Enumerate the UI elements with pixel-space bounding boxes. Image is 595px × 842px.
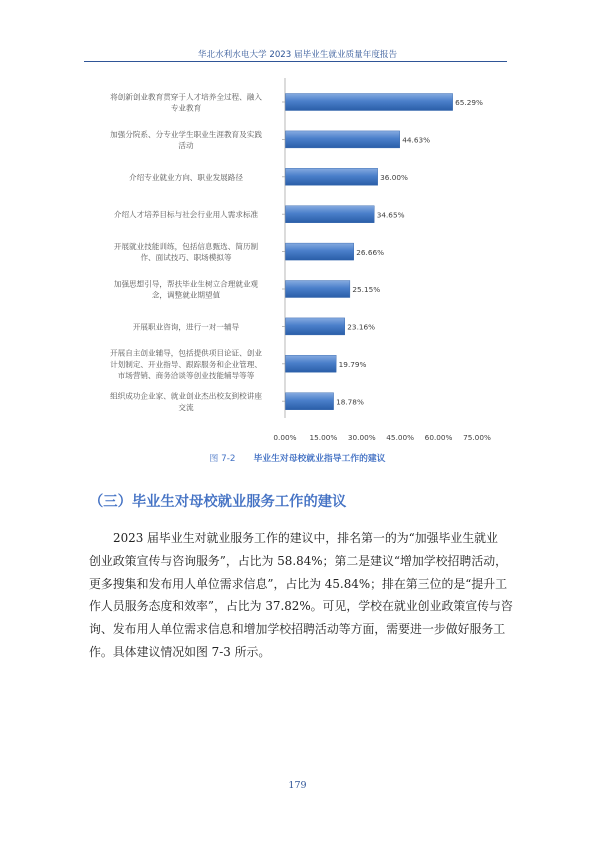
bar: [286, 206, 375, 223]
body-paragraph: [89, 527, 513, 664]
x-tick-label: 30.00%: [347, 433, 376, 442]
bar: [286, 168, 378, 185]
category-label: 作、面试技巧、职场模拟等: [140, 253, 232, 263]
data-label: 18.78%: [336, 397, 364, 407]
body-line: 作。具体建议情况如图 7-3 所示。: [89, 644, 271, 659]
figure-title: 毕业生对母校就业指导工作的建议: [253, 454, 386, 464]
category-label: 将创新创业教育贯穿于人才培养全过程、融入: [110, 92, 262, 102]
data-label: 44.63%: [402, 135, 431, 145]
category-label: 活动: [178, 141, 194, 150]
page-header: 华北水利水电大学 2023 届毕业生就业质量年度报告: [197, 50, 398, 60]
data-label: 34.65%: [376, 210, 405, 220]
body-line: 作人员服务态度和效率”，占比为 37.82%。可见，学校在就业创业政策宣传与咨: [89, 599, 513, 614]
bar: [286, 318, 345, 335]
bar: [286, 393, 334, 410]
category-label: 念，调整就业期望值: [151, 290, 221, 300]
x-tick-label: 15.00%: [309, 433, 338, 442]
body-line: 创业政策宣传与咨询服务”，占比为 58.84%；第二是建议“增加学校招聘活动，: [89, 553, 507, 568]
category-label: 市场营销、商务洽谈等创业技能辅导等等: [117, 371, 255, 380]
data-label: 26.66%: [356, 247, 385, 257]
category-label: 开展自主创业辅导，包括提供项目论证、创业: [110, 348, 262, 358]
figure-caption: [0, 451, 595, 464]
category-label: 组织成功企业家、就业创业杰出校友到校讲座: [110, 391, 262, 401]
bar: [286, 131, 400, 148]
data-label: 23.16%: [347, 322, 376, 332]
bar: [286, 281, 350, 298]
bar: [286, 355, 337, 372]
bar: [286, 243, 354, 260]
body-line: 2023 届毕业生对就业服务工作的建议中，排名第一的为“加强毕业生就业: [113, 531, 498, 545]
data-label: 65.29%: [455, 98, 483, 108]
x-tick-label: 45.00%: [386, 433, 415, 442]
category-label: 介绍专业就业方向、职业发展路径: [129, 172, 243, 182]
category-label: 加强思想引导，帮扶毕业生树立合理就业观: [113, 279, 259, 289]
category-label: 开展就业技能训练，包括信息甄选、简历制: [113, 242, 259, 251]
x-tick-label: 60.00%: [424, 433, 453, 442]
page-number: 179: [288, 780, 307, 791]
data-label: 25.15%: [352, 285, 381, 295]
category-label: 加强分院系、分专业学生职业生涯教育及实践: [110, 129, 262, 139]
body-line: 询、发布用人单位需求信息和增加学校招聘活动等方面，需要进一步做好服务工: [89, 622, 506, 637]
section-title: （三）毕业生对母校就业服务工作的建议: [89, 494, 347, 510]
bar: [286, 94, 453, 111]
category-label: 介绍人才培养目标与社会行业用人需求标准: [113, 210, 259, 220]
x-tick-label: 75.00%: [463, 433, 491, 442]
category-label: 开展职业咨询，进行一对一辅导: [132, 322, 240, 332]
x-tick-label: 0.00%: [273, 433, 297, 442]
body-line: 更多搜集和发布用人单位需求信息”，占比为 45.84%；排在第三位的是“提升工: [89, 576, 507, 591]
data-label: 36.00%: [380, 173, 408, 182]
category-label: 计划制定、开业指导、跟踪服务和企业管理、: [110, 359, 262, 369]
data-label: 19.79%: [338, 360, 367, 369]
figure-number: 图 7-2: [209, 454, 236, 464]
category-label: 交流: [178, 402, 194, 412]
category-label: 专业教育: [170, 103, 202, 113]
